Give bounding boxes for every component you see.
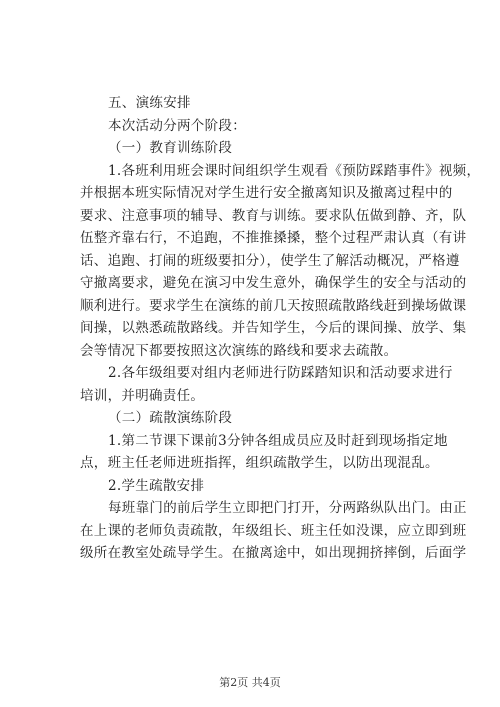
paragraph-line: 话、追跑、打闹的班级要扣分），使学生了解活动概况，严格遵 [80, 252, 460, 269]
paragraph-line: 要求、注意事项的辅导、教育与训练。要求队伍做到静、齐，队 [80, 207, 467, 224]
paragraph-line: 会等情况下都要按照这次演练的路线和要求去疏散。 [80, 342, 398, 359]
paragraph-line: 1.第二节课下课前3分钟各组成员应及时赶到现场指定地 [108, 432, 448, 449]
paragraph-line: 伍整齐靠右行，不追跑，不推推搡搡，整个过程严肃认真（有讲 [80, 230, 467, 246]
paragraph-line: 1.各班利用班会课时间组织学生观看《预防踩踏事件》视频， [108, 162, 481, 179]
paragraph-line: 级所在教室处疏导学生。在撤离途中，如出现拥挤摔倒，后面学 [80, 545, 467, 561]
subsection-heading: （一）教育训练阶段 [108, 140, 233, 156]
paragraph-line: 间操，以熟悉疏散路线。并告知学生，今后的课间操、放学、集 [80, 320, 467, 336]
paragraph-line: 在上课的老师负责疏散，年级组长、班主任如没课，应立即到班 [80, 522, 467, 539]
subsection-heading: （二）疏散演练阶段 [108, 410, 233, 426]
page-number-footer: 第2页 共4页 [219, 676, 281, 689]
section-heading: 五、演练安排 [108, 95, 191, 111]
paragraph-line: 2.各年级组要对组内老师进行防踩踏知识和活动要求进行 [108, 365, 453, 381]
paragraph-line: 本次活动分两个阶段： [108, 117, 246, 134]
paragraph-line: 点，班主任老师进班指挥，组织疏散学生，以防出现混乱。 [80, 455, 439, 471]
paragraph-line: 并根据本班实际情况对学生进行安全撤离知识及撤离过程中的 [80, 185, 453, 201]
document-body [80, 92, 481, 565]
paragraph-line: 2.学生疏散安排 [108, 477, 205, 494]
paragraph-line: 守撤离要求，避免在演习中发生意外，确保学生的安全与活动的 [80, 275, 467, 291]
paragraph-line: 每班靠门的前后学生立即把门打开，分两路纵队出门。由正 [108, 500, 467, 516]
paragraph-line: 培训，并明确责任。 [80, 387, 205, 404]
paragraph-line: 顺利进行。要求学生在演练的前几天按照疏散路线赶到操场做课 [80, 297, 467, 314]
